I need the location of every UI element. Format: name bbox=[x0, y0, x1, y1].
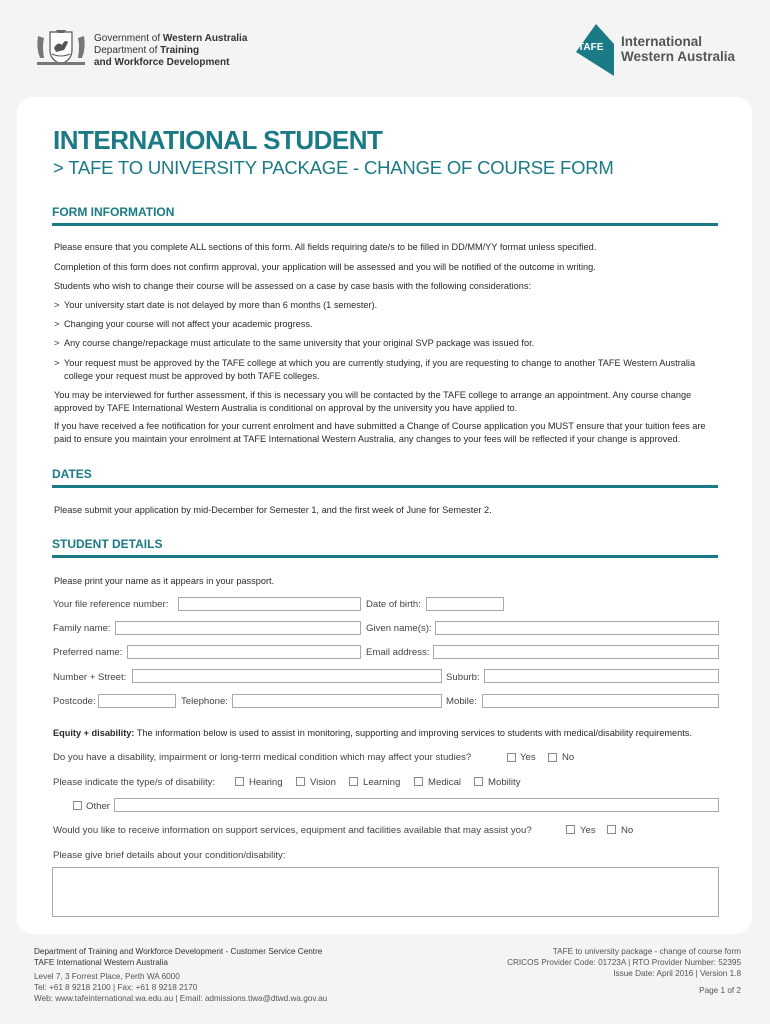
section-divider bbox=[52, 223, 718, 226]
footer-line: CRICOS Provider Code: 01723A | RTO Provider Number: 52395 bbox=[507, 958, 741, 967]
postcode-label: Postcode: bbox=[53, 696, 96, 707]
government-name: Government of Western Australia Department of Training and Workforce Development bbox=[94, 33, 248, 68]
info-paragraph-3: Students who wish to change their course will be assessed on a case by case basis with the following considerations: bbox=[54, 281, 531, 291]
section-heading-student-details: STUDENT DETAILS bbox=[52, 537, 163, 551]
info-bullet: > Any course change/repackage must articulate to the same university that your original SVP package was issued for. bbox=[54, 337, 724, 350]
coat-of-arms-icon bbox=[34, 28, 88, 68]
file-reference-label: Your file reference number: bbox=[53, 599, 169, 610]
disability-mobility-checkbox[interactable] bbox=[474, 777, 483, 786]
disability-medical-checkbox[interactable] bbox=[414, 777, 423, 786]
footer-line: Level 7, 3 Forrest Place, Perth WA 6000 bbox=[34, 972, 180, 981]
support-question: Would you like to receive information on support services, equipment and facilities available that may assist you? bbox=[53, 825, 532, 836]
info-paragraph-2: Completion of this form does not confirm approval, your application will be assessed and you will be notified of the outcome in writing. bbox=[54, 262, 596, 272]
mobile-label: Mobile: bbox=[446, 696, 477, 707]
condition-details-textarea[interactable] bbox=[52, 867, 719, 917]
section-divider bbox=[52, 485, 718, 488]
disability-no-checkbox[interactable] bbox=[548, 753, 557, 762]
email-field[interactable] bbox=[433, 645, 719, 659]
footer-line: Issue Date: April 2016 | Version 1.8 bbox=[613, 969, 741, 978]
support-no-checkbox[interactable] bbox=[607, 825, 616, 834]
street-field[interactable] bbox=[132, 669, 442, 683]
date-of-birth-label: Date of birth: bbox=[366, 599, 421, 610]
preferred-name-label: Preferred name: bbox=[53, 647, 123, 658]
footer-line: Web: www.tafeinternational.wa.edu.au | Email: admissions.tiwa@dtwd.wa.gov.au bbox=[34, 994, 328, 1003]
footer-contact bbox=[34, 946, 327, 1004]
suburb-label: Suburb: bbox=[446, 672, 480, 683]
tafe-international-logo bbox=[576, 24, 746, 76]
disability-vision-label: Vision bbox=[310, 777, 336, 788]
given-names-field[interactable] bbox=[435, 621, 719, 635]
student-intro: Please print your name as it appears in your passport. bbox=[54, 576, 275, 586]
tafe-international-name: International Western Australia bbox=[621, 34, 736, 64]
svg-text:TAFE: TAFE bbox=[578, 42, 604, 53]
info-paragraph-4: You may be interviewed for further assessment, if this is necessary you will be contacted by the TAFE college to arrange an appointment. Any course change approved by TAFE International Western Australia is conditional on approval by the university you have applied to. bbox=[54, 390, 692, 413]
email-label: Email address: bbox=[366, 647, 430, 658]
form-card bbox=[17, 97, 752, 934]
telephone-field[interactable] bbox=[232, 694, 442, 708]
support-no-label: No bbox=[621, 825, 634, 836]
disability-yes-label: Yes bbox=[520, 752, 536, 763]
form-subtitle: > TAFE TO UNIVERSITY PACKAGE - CHANGE OF COURSE FORM bbox=[53, 157, 614, 178]
equity-disability-note: Equity + disability: The information below is used to assist in monitoring, supporting and improving services to students with medical/disability requirements. bbox=[53, 728, 692, 738]
disability-type-question: Please indicate the type/s of disability: bbox=[53, 777, 216, 788]
disability-mobility-label: Mobility bbox=[488, 777, 521, 788]
disability-hearing-checkbox[interactable] bbox=[235, 777, 244, 786]
disability-learning-checkbox[interactable] bbox=[349, 777, 358, 786]
page-number: Page 1 of 2 bbox=[699, 986, 741, 995]
footer-line: Department of Training and Workforce Development - Customer Service Centre bbox=[34, 947, 323, 956]
disability-question: Do you have a disability, impairment or long-term medical condition which may affect your studies? bbox=[53, 752, 472, 763]
dates-text: Please submit your application by mid-December for Semester 1, and the first week of June for Semester 2. bbox=[54, 505, 492, 515]
mobile-field[interactable] bbox=[482, 694, 719, 708]
details-question: Please give brief details about your condition/disability: bbox=[53, 850, 286, 861]
section-divider bbox=[52, 555, 718, 558]
date-of-birth-field[interactable] bbox=[426, 597, 504, 611]
given-names-label: Given name(s): bbox=[366, 623, 432, 634]
footer-line: TAFE to university package - change of course form bbox=[552, 947, 741, 956]
disability-learning-label: Learning bbox=[363, 777, 401, 788]
info-bullet: > Your request must be approved by the TAFE college at which you are currently studying, if you are requesting to change to another TAFE Western Australia college your request must be approved by both TAFE colleges. bbox=[54, 357, 724, 382]
info-bullet: > Changing your course will not affect your academic progress. bbox=[54, 318, 724, 331]
disability-other-field[interactable] bbox=[114, 798, 719, 812]
info-bullet: > Your university start date is not delayed by more than 6 months (1 semester). bbox=[54, 299, 724, 312]
section-heading-form-information: FORM INFORMATION bbox=[52, 205, 175, 219]
suburb-field[interactable] bbox=[484, 669, 719, 683]
info-paragraph-1: Please ensure that you complete ALL sections of this form. All fields requiring date/s to be filled in DD/MM/YY format unless specified. bbox=[54, 242, 597, 252]
page-header bbox=[0, 0, 770, 97]
disability-vision-checkbox[interactable] bbox=[296, 777, 305, 786]
disability-yes-checkbox[interactable] bbox=[507, 753, 516, 762]
disability-no-label: No bbox=[562, 752, 575, 763]
family-name-field[interactable] bbox=[115, 621, 361, 635]
telephone-label: Telephone: bbox=[181, 696, 228, 707]
disability-hearing-label: Hearing bbox=[249, 777, 283, 788]
tafe-logo-icon bbox=[576, 24, 614, 76]
street-label: Number + Street: bbox=[53, 672, 127, 683]
footer-document-info bbox=[507, 946, 741, 996]
disability-other-checkbox[interactable] bbox=[73, 801, 82, 810]
preferred-name-field[interactable] bbox=[127, 645, 361, 659]
disability-other-label: Other bbox=[86, 801, 110, 812]
form-title: INTERNATIONAL STUDENT bbox=[53, 125, 383, 155]
postcode-field[interactable] bbox=[98, 694, 176, 708]
support-yes-checkbox[interactable] bbox=[566, 825, 575, 834]
file-reference-field[interactable] bbox=[178, 597, 361, 611]
support-yes-label: Yes bbox=[580, 825, 596, 836]
section-heading-dates: DATES bbox=[52, 467, 92, 481]
footer-line: TAFE International Western Australia bbox=[34, 958, 168, 967]
footer-line: Tel: +61 8 9218 2100 | Fax: +61 8 9218 2170 bbox=[34, 983, 198, 992]
info-paragraph-5: If you have received a fee notification for your current enrolment and have submitted a Change of Course application you MUST ensure that your tuition fees are paid to ensure you maintain your enrolment at TAFE International Western Australia, any changes to your fees will be reflected if your change is approved. bbox=[54, 421, 706, 444]
disability-medical-label: Medical bbox=[428, 777, 462, 788]
family-name-label: Family name: bbox=[53, 623, 111, 634]
